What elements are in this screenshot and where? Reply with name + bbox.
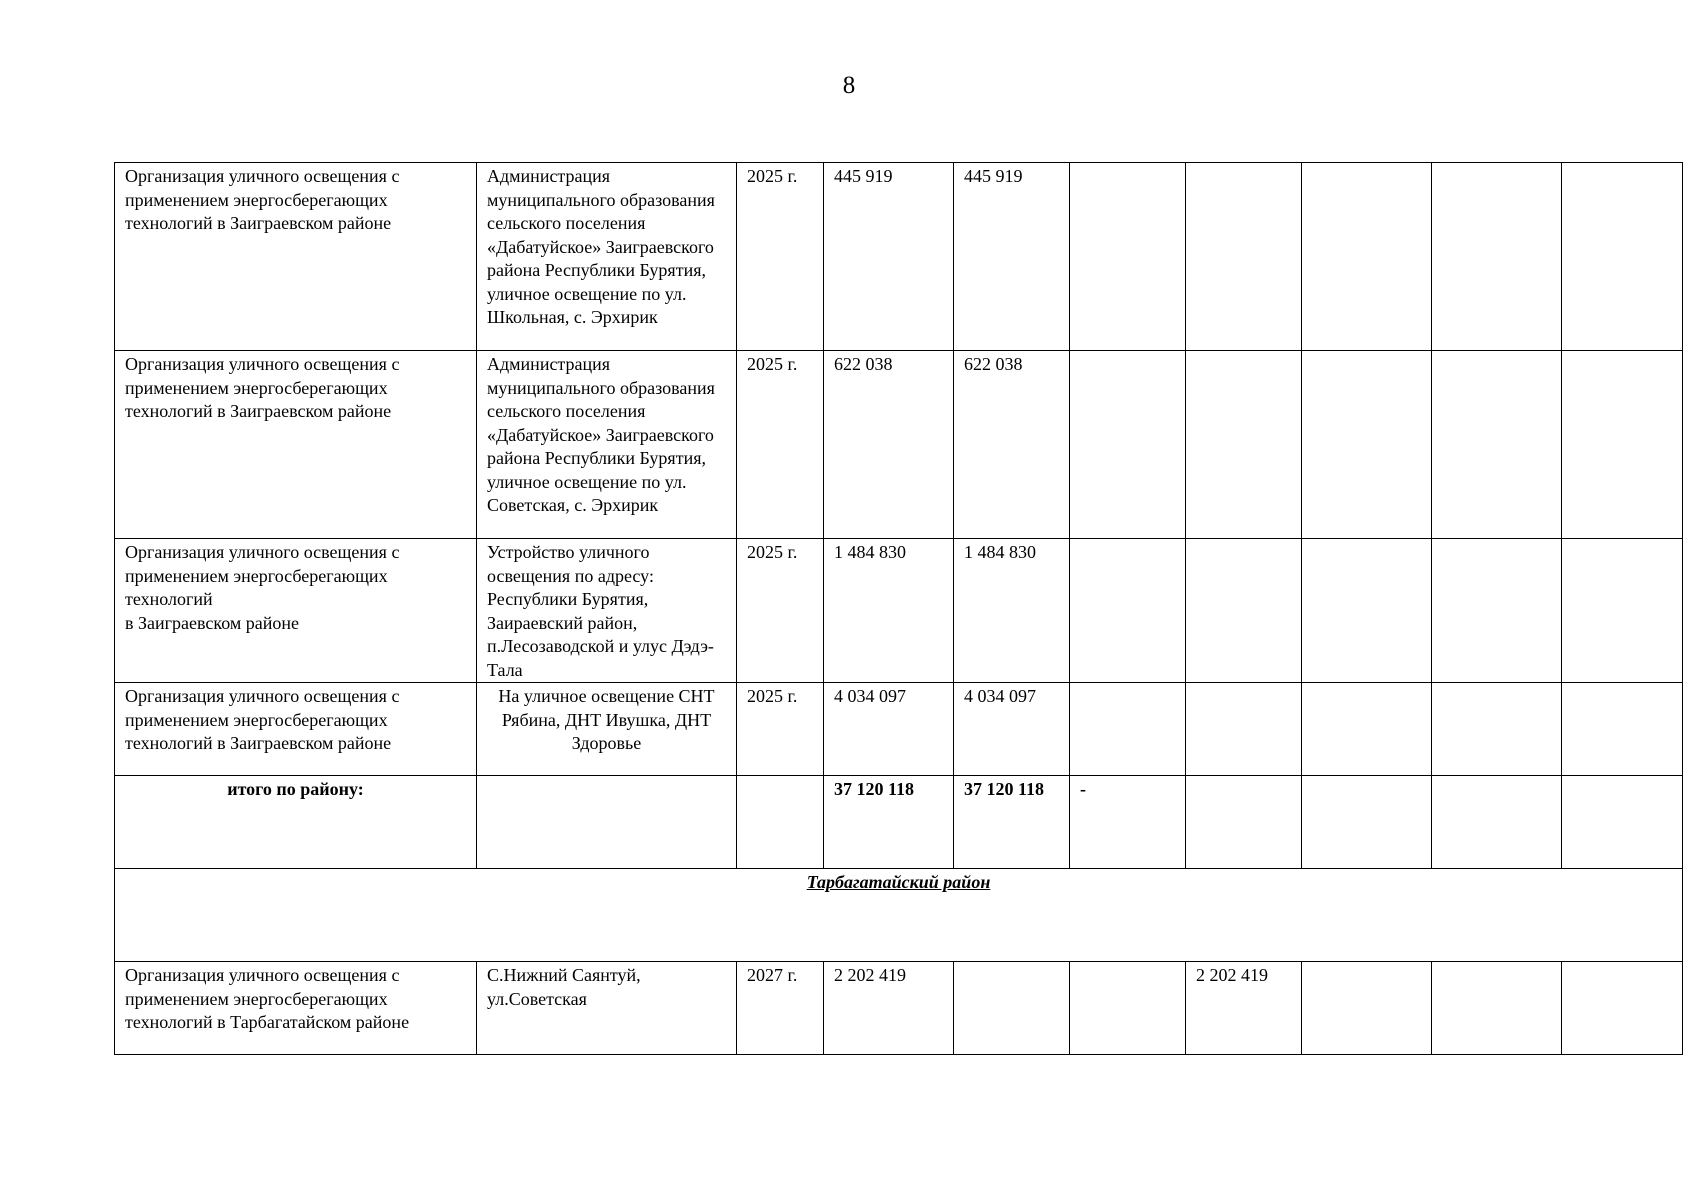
- total-cell: 4 034 097: [824, 683, 954, 776]
- subtotal-label: итого по району:: [115, 776, 477, 869]
- amount-cell: 622 038: [954, 351, 1070, 539]
- district-title: Тарбагатайский район: [806, 872, 991, 892]
- subtotal-total: 37 120 118: [824, 776, 954, 869]
- amount-cell: [1562, 683, 1683, 776]
- empty-cell: [1432, 776, 1562, 869]
- amount-cell: [1302, 539, 1432, 683]
- amount-cell: [954, 962, 1070, 1055]
- total-cell: 2 202 419: [824, 962, 954, 1055]
- amount-cell: [1432, 163, 1562, 351]
- total-cell: 1 484 830: [824, 539, 954, 683]
- amount-cell: 445 919: [954, 163, 1070, 351]
- empty-cell: [477, 776, 737, 869]
- measure-name-cell: Организация уличного освещения с применением энергосберегающих технологий в Заиграевском районе: [115, 539, 477, 683]
- amount-cell: [1432, 683, 1562, 776]
- measure-name-cell: Организация уличного освещения с применением энергосберегающих технологий в Заиграевском районе: [115, 683, 477, 776]
- amount-cell: 2 202 419: [1186, 962, 1302, 1055]
- empty-cell: [1302, 776, 1432, 869]
- amount-cell: [1562, 962, 1683, 1055]
- amount-cell: [1432, 962, 1562, 1055]
- amount-cell: [1302, 962, 1432, 1055]
- amount-cell: [1070, 683, 1186, 776]
- page-number: 8: [842, 72, 856, 99]
- table-row: [115, 962, 1683, 1055]
- object-cell: Устройство уличного освещения по адресу: Республики Бурятия, Заираевский район, п.Лесозаводской и улус Дэдэ-Тала: [477, 539, 737, 683]
- object-cell: Администрация муниципального образования сельского поселения «Дабатуйское» Заиграевского района Республики Бурятия, уличное освещение по ул. Школьная, с. Эрхирик: [477, 163, 737, 351]
- amount-cell: [1070, 163, 1186, 351]
- amount-cell: [1562, 539, 1683, 683]
- table-row: [115, 351, 1683, 539]
- year-cell: 2027 г.: [737, 962, 824, 1055]
- total-cell: 445 919: [824, 163, 954, 351]
- year-cell: 2025 г.: [737, 163, 824, 351]
- amount-cell: [1562, 351, 1683, 539]
- object-cell: На уличное освещение СНТ Рябина, ДНТ Ивушка, ДНТ Здоровье: [477, 683, 737, 776]
- subtotal-row: [115, 776, 1683, 869]
- object-cell: Администрация муниципального образования сельского поселения «Дабатуйское» Заиграевского района Республики Бурятия, уличное освещение по ул. Советская, с. Эрхирик: [477, 351, 737, 539]
- amount-cell: 1 484 830: [954, 539, 1070, 683]
- subtotal-amount: 37 120 118: [954, 776, 1070, 869]
- district-header-row: [115, 869, 1683, 962]
- year-cell: 2025 г.: [737, 539, 824, 683]
- amount-cell: [1432, 351, 1562, 539]
- amount-cell: [1070, 351, 1186, 539]
- amount-cell: [1186, 163, 1302, 351]
- subtotal-dash: -: [1070, 776, 1186, 869]
- amount-cell: [1432, 539, 1562, 683]
- amount-cell: [1070, 539, 1186, 683]
- empty-cell: [1562, 776, 1683, 869]
- empty-cell: [737, 776, 824, 869]
- measure-name-cell: Организация уличного освещения с применением энергосберегающих технологий в Тарбагатайском районе: [115, 962, 477, 1055]
- amount-cell: [1562, 163, 1683, 351]
- amount-cell: [1302, 683, 1432, 776]
- amount-cell: [1186, 539, 1302, 683]
- measure-name-cell: Организация уличного освещения с применением энергосберегающих технологий в Заиграевском районе: [115, 163, 477, 351]
- year-cell: 2025 г.: [737, 683, 824, 776]
- measure-name-cell: Организация уличного освещения с применением энергосберегающих технологий в Заиграевском районе: [115, 351, 477, 539]
- amount-cell: [1302, 163, 1432, 351]
- amount-cell: [1186, 683, 1302, 776]
- year-cell: 2025 г.: [737, 351, 824, 539]
- amount-cell: [1186, 351, 1302, 539]
- district-header-cell: [115, 869, 1683, 962]
- object-cell: С.Нижний Саянтуй, ул.Советская: [477, 962, 737, 1055]
- empty-cell: [1186, 776, 1302, 869]
- table-row: [115, 539, 1683, 683]
- table-row: [115, 163, 1683, 351]
- program-table: [114, 162, 1683, 1055]
- total-cell: 622 038: [824, 351, 954, 539]
- table-row: [115, 683, 1683, 776]
- amount-cell: 4 034 097: [954, 683, 1070, 776]
- amount-cell: [1070, 962, 1186, 1055]
- amount-cell: [1302, 351, 1432, 539]
